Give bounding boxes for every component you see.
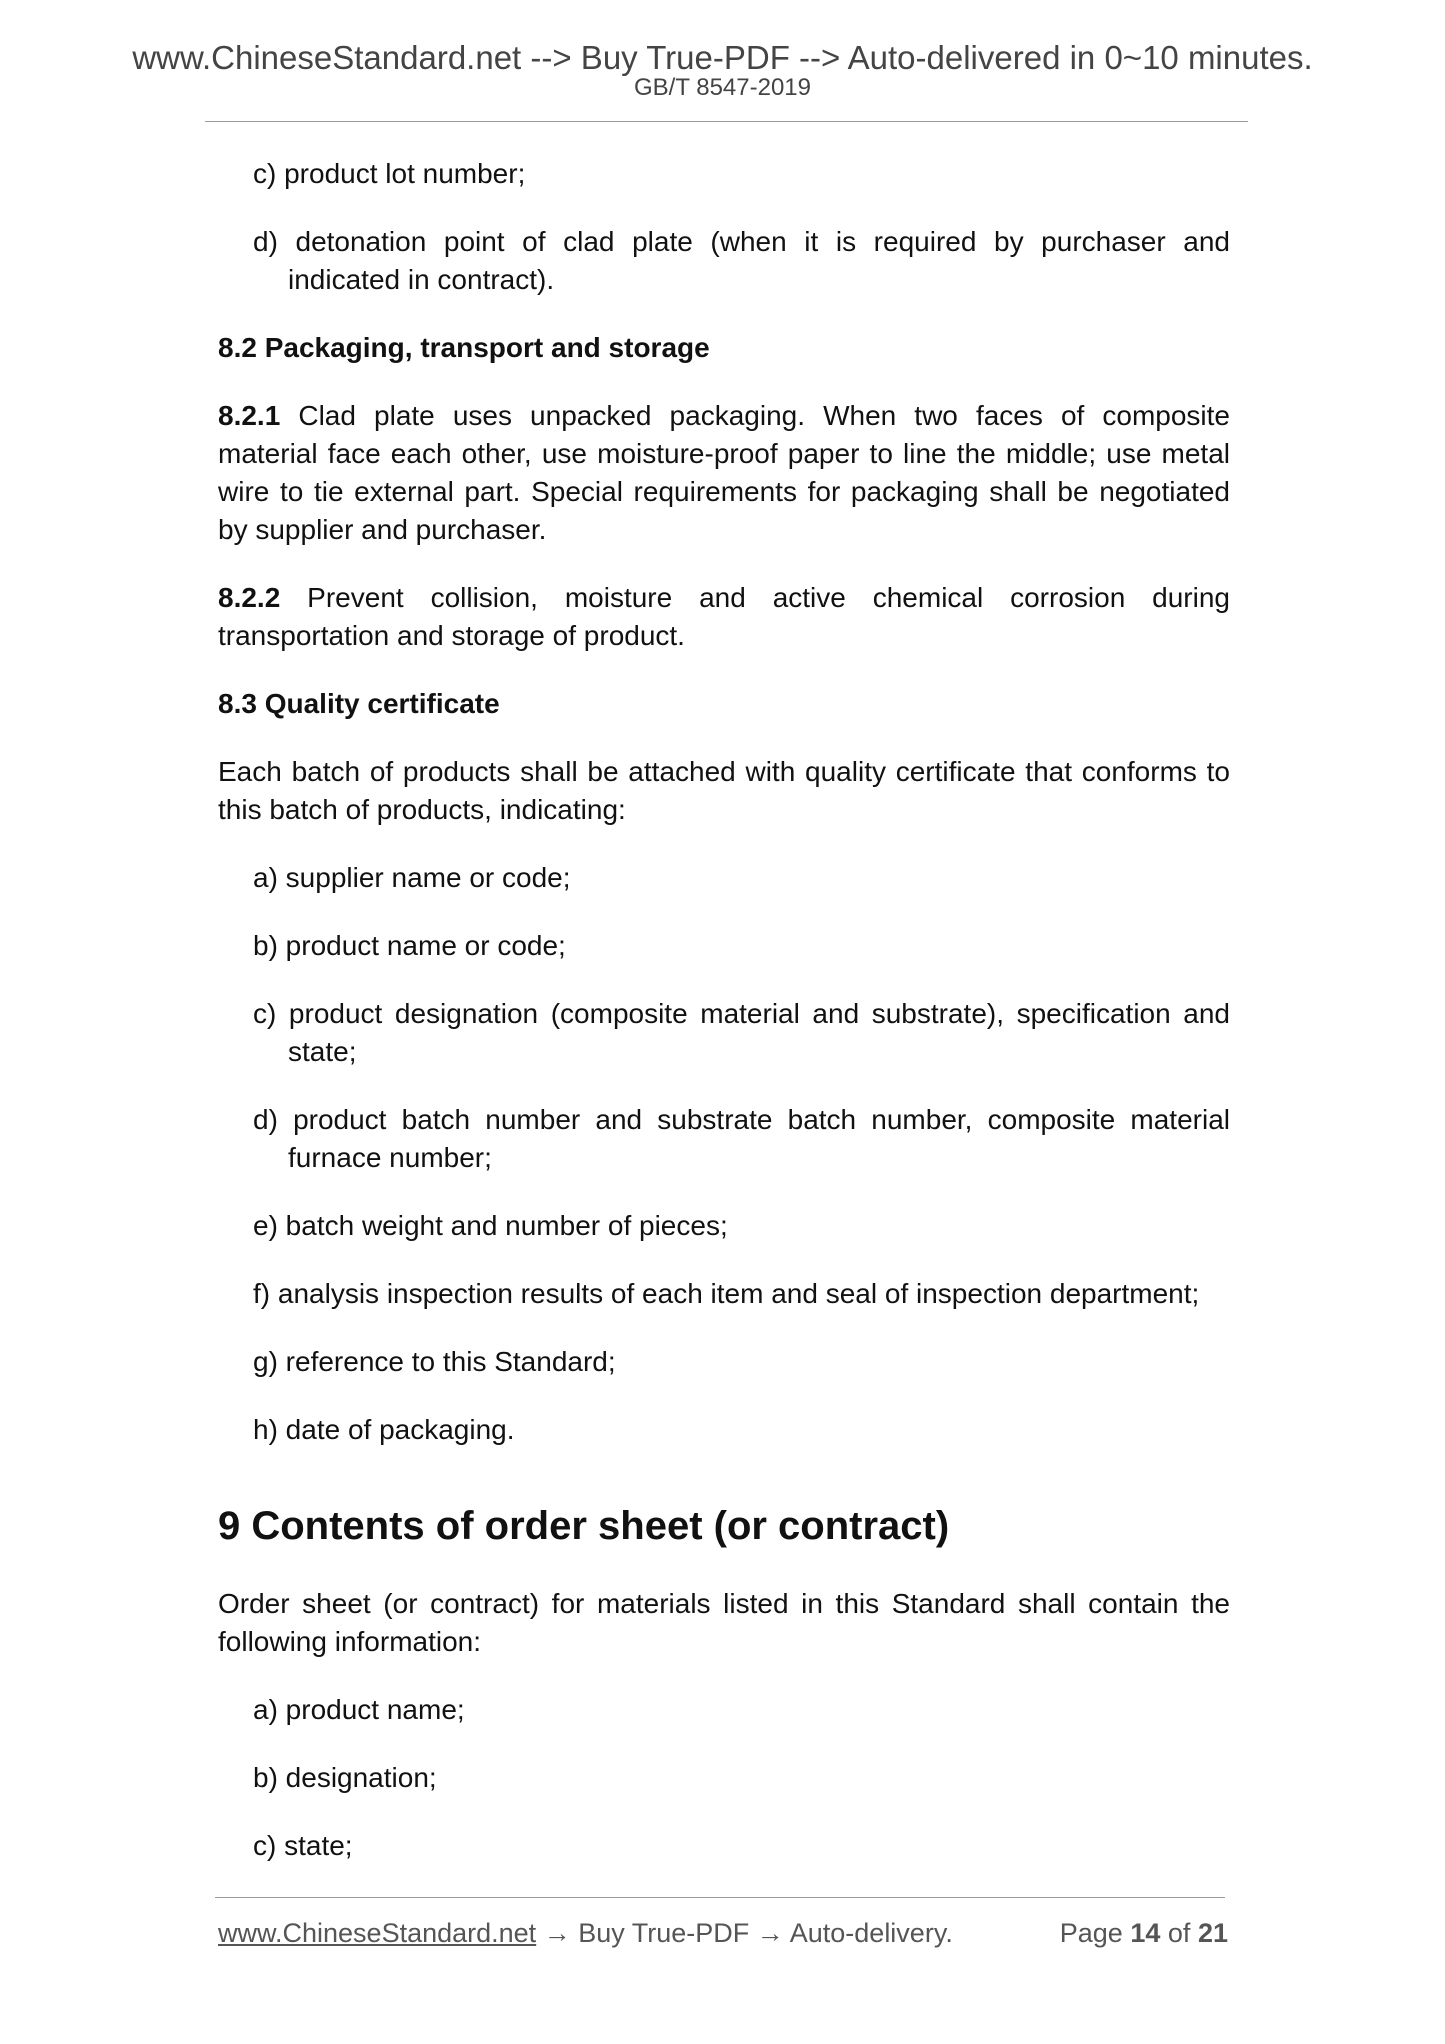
page-number bbox=[1060, 1916, 1228, 1950]
footer-promo bbox=[218, 1916, 953, 1950]
total-pages: 21 bbox=[1197, 1918, 1228, 1948]
section-heading-8-3: 8.3 Quality certificate bbox=[218, 688, 500, 719]
list-item: b) designation; bbox=[253, 1762, 437, 1793]
header-divider bbox=[205, 121, 1248, 122]
list-item: b) product name or code; bbox=[253, 930, 566, 961]
standard-code: GB/T 8547-2019 bbox=[633, 74, 811, 101]
list-item: c) product designation (composite material and substrate), specification and state; bbox=[253, 998, 1230, 1067]
section-heading-8-2: 8.2 Packaging, transport and storage bbox=[218, 332, 710, 363]
list-item: a) supplier name or code; bbox=[253, 862, 571, 893]
clause-8-2-2 bbox=[218, 579, 1230, 655]
list-item-detonation-point: d) detonation point of clad plate (when it is required by purchaser and indicated in contract). bbox=[253, 226, 1230, 295]
clause-8-2-1 bbox=[218, 397, 1230, 549]
clause-number-8-2-2: 8.2.2 bbox=[218, 582, 281, 613]
clause-text-8-2-2: Prevent collision, moisture and active chemical corrosion during transportation and storage of product. bbox=[218, 582, 1230, 651]
website-link[interactable]: www.ChineseStandard.net bbox=[218, 1918, 537, 1948]
list-item: d) product batch number and substrate batch number, composite material furnace number; bbox=[253, 1104, 1230, 1173]
list-item: h) date of packaging. bbox=[253, 1414, 515, 1445]
list-item: f) analysis inspection results of each item and seal of inspection department; bbox=[253, 1278, 1200, 1309]
document-body bbox=[218, 155, 1230, 1895]
footer-divider bbox=[215, 1897, 1225, 1898]
section-heading-9: 9 Contents of order sheet (or contract) bbox=[218, 1504, 950, 1548]
list-item: c) state; bbox=[253, 1830, 353, 1861]
of-label: of bbox=[1167, 1918, 1191, 1948]
list-item: e) batch weight and number of pieces; bbox=[253, 1210, 728, 1241]
page-label: Page bbox=[1059, 1918, 1123, 1948]
paragraph-9-intro: Order sheet (or contract) for materials listed in this Standard shall contain the following information: bbox=[218, 1588, 1230, 1657]
list-item: a) product name; bbox=[253, 1694, 465, 1725]
footer-promo-text: → Buy True-PDF → Auto-delivery. bbox=[536, 1918, 953, 1948]
current-page: 14 bbox=[1130, 1918, 1161, 1948]
top-banner: www.ChineseStandard.net --> Buy True-PDF --> Auto-delivered in 0~10 minutes. bbox=[132, 39, 1313, 76]
clause-number-8-2-1: 8.2.1 bbox=[218, 400, 281, 431]
clause-text-8-2-1: Clad plate uses unpacked packaging. When two faces of composite material face each other, use moisture-proof paper to line the middle; use metal wire to tie external part. Special requirements for packaging shall be negotiated by supplier and purchaser. bbox=[218, 400, 1230, 545]
list-item-product-lot-number: c) product lot number; bbox=[253, 158, 526, 189]
paragraph-8-3-intro: Each batch of products shall be attached with quality certificate that conforms to this batch of products, indicating: bbox=[218, 756, 1230, 825]
list-item: g) reference to this Standard; bbox=[253, 1346, 616, 1377]
